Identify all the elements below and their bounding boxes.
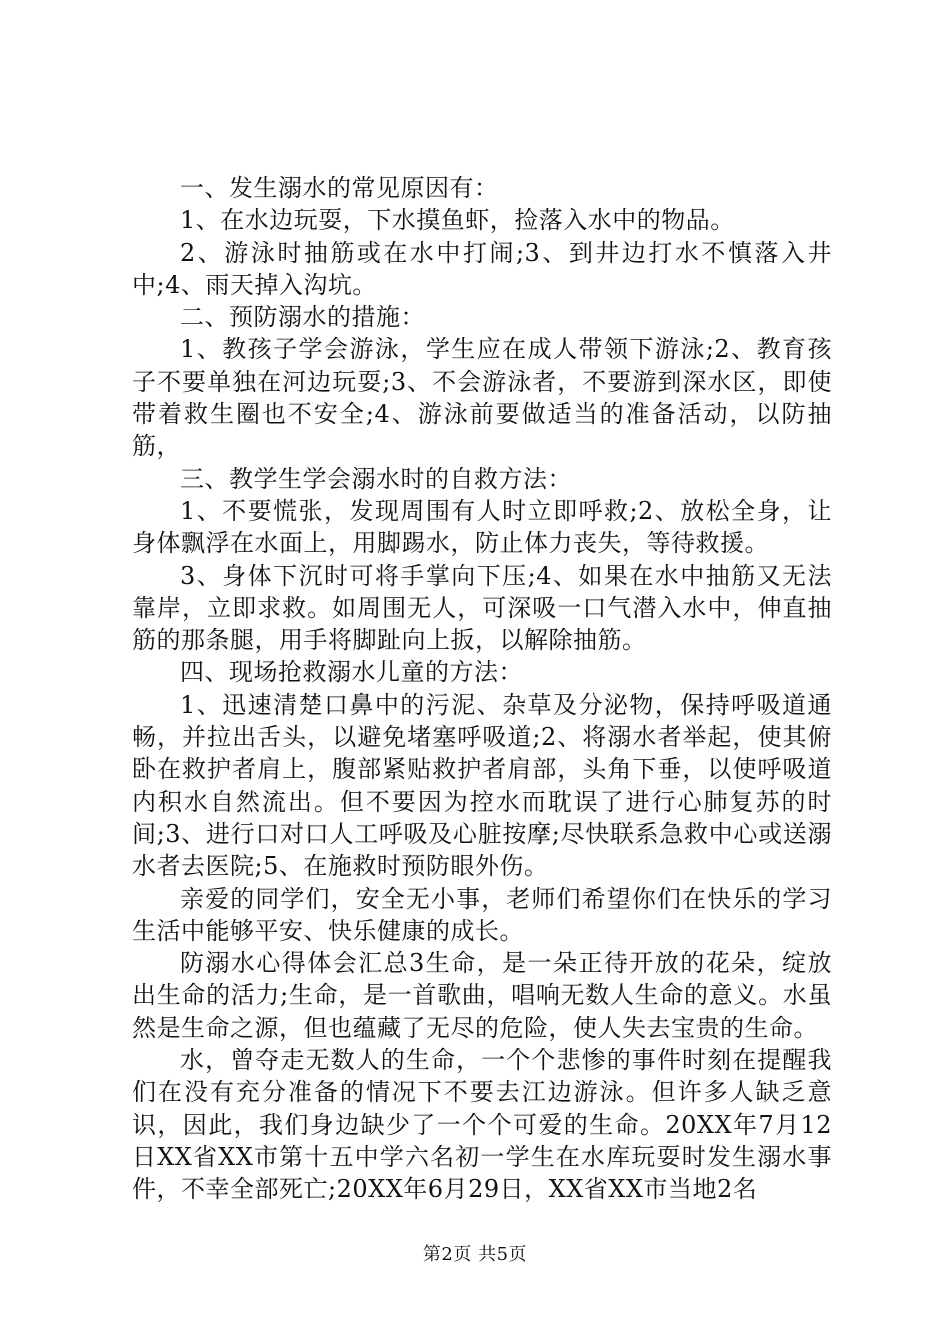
page-number-label: 第2页 共5页 xyxy=(422,1244,528,1265)
page-footer xyxy=(0,1244,950,1266)
paragraph: 1、迅速清楚口鼻中的污泥、杂草及分泌物，保持呼吸道通畅，并拉出舌头，以避免堵塞呼吸道;2、将溺水者举起，使其俯卧在救护者肩上，腹部紧贴救护者肩部，头角下垂，以使呼吸道内积水自然流出。但不要因为控水而耽误了进行心肺复苏的时间;3、进行口对口人工呼吸及心脏按摩;尽快联系急救中心或送溺水者去医院;5、在施救时预防眼外伤。 xyxy=(132,690,832,881)
document-body xyxy=(132,172,832,1206)
paragraph: 亲爱的同学们，安全无小事，老师们希望你们在快乐的学习生活中能够平安、快乐健康的成长。 xyxy=(132,884,832,945)
paragraph: 水，曾夺走无数人的生命，一个个悲惨的事件时刻在提醒我们在没有充分准备的情况下不要去江边游泳。但许多人缺乏意识，因此，我们身边缺少了一个个可爱的生命。20XX年7月12日XX省XX市第十五中学六名初一学生在水库玩耍时发生溺水事件，不幸全部死亡;20XX年6月29日，XX省XX市当地2名 xyxy=(132,1046,832,1204)
paragraph: 3、身体下沉时可将手掌向下压;4、如果在水中抽筋又无法靠岸，立即求救。如周围无人，可深吸一口气潜入水中，伸直抽筋的那条腿，用手将脚趾向上扳，以解除抽筋。 xyxy=(132,561,832,655)
paragraph: 防溺水心得体会汇总3生命，是一朵正待开放的花朵，绽放出生命的活力;生命，是一首歌曲，唱响无数人生命的意义。水虽然是生命之源，但也蕴藏了无尽的危险，使人失去宝贵的生命。 xyxy=(132,949,832,1042)
paragraph-heading-first-aid: 四、现场抢救溺水儿童的方法： xyxy=(180,658,523,687)
paragraph-heading-causes: 一、发生溺水的常见原因有： xyxy=(180,174,499,202)
paragraph-heading-prevention: 二、预防溺水的措施： xyxy=(180,303,425,332)
paragraph: 1、教孩子学会游泳，学生应在成人带领下游泳;2、教育孩子不要单独在河边玩耍;3、不会游泳者，不要游到深水区，即使带着救生圈也不安全;4、游泳前要做适当的准备活动，以防抽筋， xyxy=(132,335,832,461)
paragraph: 2、游泳时抽筋或在水中打闹;3、到井边打水不慎落入井中;4、雨天掉入沟坑。 xyxy=(132,238,832,299)
paragraph: 1、不要慌张，发现周围有人时立即呼救;2、放松全身，让身体飘浮在水面上，用脚踢水，防止体力丧失，等待救援。 xyxy=(132,496,832,558)
paragraph: 1、在水边玩耍，下水摸鱼虾，捡落入水中的物品。 xyxy=(180,206,735,235)
paragraph-heading-self-rescue: 三、教学生学会溺水时的自救方法： xyxy=(180,464,572,493)
